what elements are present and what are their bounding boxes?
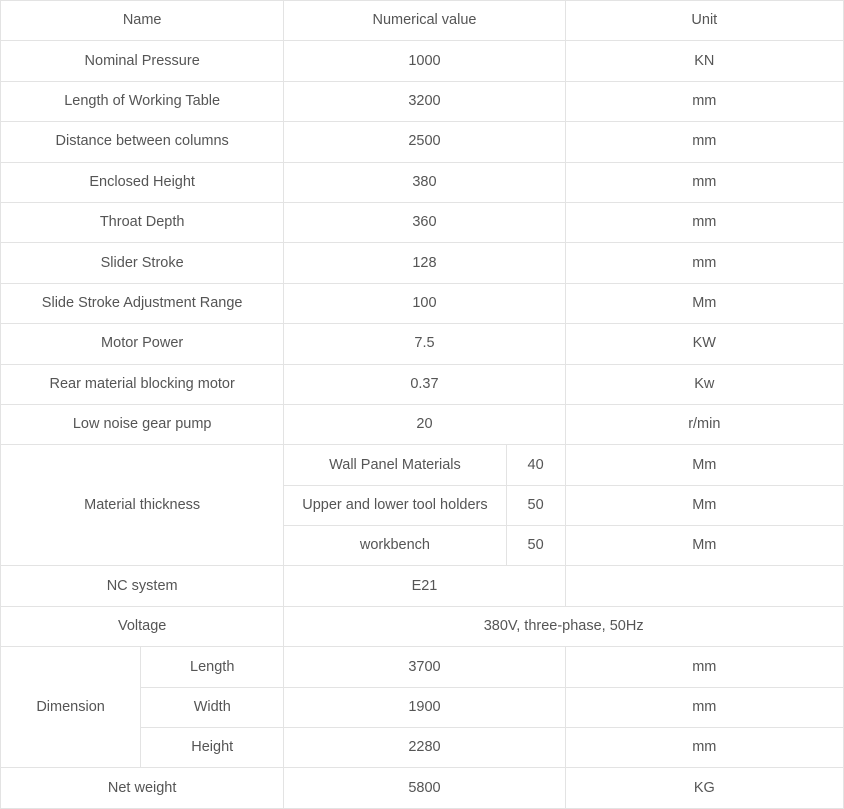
row-name: Net weight — [1, 768, 284, 809]
row-name: Enclosed Height — [1, 162, 284, 202]
dimension-axis: Length — [141, 647, 284, 687]
table-row — [1, 243, 844, 283]
dimension-unit: mm — [565, 647, 843, 687]
row-value: 128 — [284, 243, 565, 283]
dimension-row — [1, 647, 844, 687]
row-name: Slider Stroke — [1, 243, 284, 283]
row-name: Voltage — [1, 606, 284, 646]
row-value: 7.5 — [284, 324, 565, 364]
table-row — [1, 41, 844, 81]
row-name: Slide Stroke Adjustment Range — [1, 283, 284, 323]
table-row — [1, 324, 844, 364]
row-value: 100 — [284, 283, 565, 323]
material-unit: Mm — [565, 526, 843, 566]
row-unit: KW — [565, 324, 843, 364]
nc-system-row — [1, 566, 844, 606]
table-row — [1, 404, 844, 444]
material-value: 40 — [506, 445, 565, 485]
dimension-label: Dimension — [1, 647, 141, 768]
row-value: 20 — [284, 404, 565, 444]
row-name: Nominal Pressure — [1, 41, 284, 81]
dimension-unit: mm — [565, 728, 843, 768]
dimension-axis: Width — [141, 687, 284, 727]
row-unit: r/min — [565, 404, 843, 444]
row-unit: KN — [565, 41, 843, 81]
row-unit: Kw — [565, 364, 843, 404]
row-value: 2500 — [284, 122, 565, 162]
material-unit: Mm — [565, 485, 843, 525]
row-value: 5800 — [284, 768, 565, 809]
row-unit: KG — [565, 768, 843, 809]
table-row — [1, 283, 844, 323]
row-value: 380V, three-phase, 50Hz — [284, 606, 844, 646]
row-unit — [565, 566, 843, 606]
row-name: Rear material blocking motor — [1, 364, 284, 404]
row-name: Throat Depth — [1, 202, 284, 242]
header-name: Name — [1, 1, 284, 41]
header-unit: Unit — [565, 1, 843, 41]
material-value: 50 — [506, 526, 565, 566]
dimension-value: 3700 — [284, 647, 565, 687]
dimension-unit: mm — [565, 687, 843, 727]
row-unit: mm — [565, 202, 843, 242]
table-header-row — [1, 1, 844, 41]
dimension-value: 1900 — [284, 687, 565, 727]
row-value: 3200 — [284, 81, 565, 121]
dimension-axis: Height — [141, 728, 284, 768]
row-name: Distance between columns — [1, 122, 284, 162]
table-row — [1, 364, 844, 404]
row-name: NC system — [1, 566, 284, 606]
table-row — [1, 162, 844, 202]
table-row — [1, 202, 844, 242]
row-unit: mm — [565, 243, 843, 283]
material-value: 50 — [506, 485, 565, 525]
material-part: Upper and lower tool holders — [284, 485, 506, 525]
material-thickness-row — [1, 445, 844, 485]
row-unit: mm — [565, 162, 843, 202]
row-value: E21 — [284, 566, 565, 606]
net-weight-row — [1, 768, 844, 809]
row-unit: mm — [565, 122, 843, 162]
material-part: workbench — [284, 526, 506, 566]
voltage-row — [1, 606, 844, 646]
table-row — [1, 122, 844, 162]
row-value: 360 — [284, 202, 565, 242]
row-name: Length of Working Table — [1, 81, 284, 121]
row-unit: Mm — [565, 283, 843, 323]
material-part: Wall Panel Materials — [284, 445, 506, 485]
material-unit: Mm — [565, 445, 843, 485]
row-unit: mm — [565, 81, 843, 121]
dimension-value: 2280 — [284, 728, 565, 768]
material-thickness-label: Material thickness — [1, 445, 284, 566]
table-row — [1, 81, 844, 121]
row-value: 1000 — [284, 41, 565, 81]
row-name: Motor Power — [1, 324, 284, 364]
header-value: Numerical value — [284, 1, 565, 41]
row-name: Low noise gear pump — [1, 404, 284, 444]
row-value: 0.37 — [284, 364, 565, 404]
row-value: 380 — [284, 162, 565, 202]
